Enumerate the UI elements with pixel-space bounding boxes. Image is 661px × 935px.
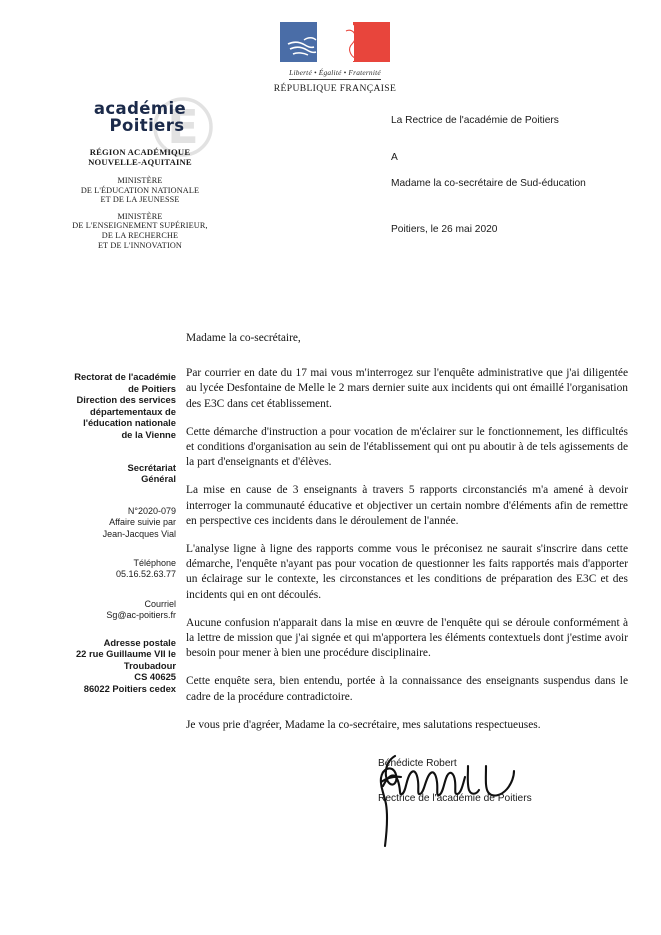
academy-logo-line2: Poitiers bbox=[109, 116, 185, 135]
ministry-enseignement-superieur bbox=[40, 212, 240, 250]
letter-paragraph-2: Cette démarche d'instruction a pour vocation de m'éclairer sur le fonctionnement, les difficultés et conditions d'organisation au sein de l'établissement qui ont pu aboutir à de tels agissements de la part d'enseignants et d'élèves. bbox=[186, 425, 628, 469]
signatory-name: Bénédicte Robert bbox=[378, 758, 457, 769]
phone-value: 05.16.52.63.77 bbox=[115, 569, 176, 580]
sender-title: La Rectrice de l'académie de Poitiers bbox=[391, 115, 559, 126]
address-label: Adresse postale bbox=[103, 636, 176, 648]
region-academique bbox=[40, 147, 240, 167]
svg-text:E: E bbox=[167, 100, 199, 154]
place-and-date: Poitiers, le 26 mai 2020 bbox=[391, 224, 498, 235]
office-line2: de Poitiers bbox=[128, 382, 176, 394]
email-label: Courriel bbox=[144, 598, 176, 609]
email-block bbox=[24, 599, 176, 622]
office-line5: l'éducation nationale bbox=[83, 417, 176, 429]
ministries bbox=[40, 176, 240, 250]
addressee: Madame la co-secrétaire de Sud-éducation bbox=[391, 178, 586, 189]
academy-logo-line1: académie bbox=[93, 99, 187, 118]
republic-name: RÉPUBLIQUE FRANÇAISE bbox=[273, 82, 397, 94]
ministry2-line4: ET DE L'INNOVATION bbox=[98, 240, 182, 250]
letter-paragraph-6: Cette enquête sera, bien entendu, portée à la connaissance des enseignants suspendus dans le cadre de la procédure contradictoire. bbox=[186, 675, 628, 703]
address-line4: 86022 Poitiers cedex bbox=[83, 682, 176, 694]
republic-motto: Liberté • Égalité • Fraternité bbox=[289, 68, 381, 80]
recipient-block bbox=[391, 114, 651, 236]
letter-closing: Je vous prie d'agréer, Madame la co-secrétaire, mes salutations respectueuses. bbox=[186, 718, 541, 731]
letter-body bbox=[186, 331, 628, 733]
address-line3: CS 40625 bbox=[134, 671, 176, 683]
handler-label: Affaire suivie par bbox=[109, 517, 176, 528]
ministry-education bbox=[40, 176, 240, 205]
letter-paragraph-5: Aucune confusion n'apparait dans la mise en œuvre de l'enquête qui se déroule conformément à la lettre de mission que j'ai signée et qui m'apportera les éléments contextuels dont j'estime avoir besoin pour mener à bien une procédure disciplinaire. bbox=[186, 616, 628, 660]
phone-label: Téléphone bbox=[133, 557, 176, 568]
office-line1: Rectorat de l'académie bbox=[74, 371, 176, 382]
handler-name: Jean-Jacques Vial bbox=[102, 528, 176, 539]
office-line6: de la Vienne bbox=[121, 428, 176, 440]
to-label: A bbox=[391, 152, 398, 163]
letter-paragraph-4: L'analyse ligne à ligne des rapports comme vous le préconisez ne saurait s'inscrire dans cette démarche, l'enquête n'ayant pas pour vocation de questionner les faits rapportés mais d'apporter un éclairage sur le contexte, les circonstances et les conditions de préparation des E3C et des incidents qui en ont découlés. bbox=[186, 543, 628, 601]
letter-paragraph-3: La mise en cause de 3 enseignants à travers 5 rapports circonstanciés m'a amené à devoir interroger la communauté éducative et objectiver un certain nombre d'éléments afin de remettre en perspective ces incidents dans le déroulement de l'année. bbox=[186, 484, 628, 527]
french-flag-marianne-icon bbox=[280, 22, 390, 62]
ministry2-line1: MINISTÈRE bbox=[117, 211, 163, 221]
sidebar-contact-block bbox=[24, 371, 176, 695]
ministry2-line2: DE L'ENSEIGNEMENT SUPÉRIEUR, bbox=[72, 221, 208, 231]
office-line4: départementaux de bbox=[90, 405, 176, 417]
reference-block bbox=[24, 506, 176, 540]
address-line2: Troubadour bbox=[123, 659, 176, 671]
ministry1-line1: MINISTÈRE bbox=[117, 176, 163, 185]
phone-block bbox=[24, 558, 176, 581]
letter-salutation: Madame la co-secrétaire, bbox=[186, 332, 301, 344]
service-line1: Secrétariat bbox=[127, 461, 176, 473]
region-line2: NOUVELLE-AQUITAINE bbox=[88, 157, 192, 167]
service-name bbox=[24, 462, 176, 485]
address-line1: 22 rue Guillaume VII le bbox=[75, 648, 176, 660]
region-line1: RÉGION ACADÉMIQUE bbox=[89, 147, 191, 157]
signatory-title: Rectrice de l'académie de Poitiers bbox=[378, 793, 532, 804]
academy-logotype bbox=[40, 100, 240, 134]
academy-header bbox=[40, 100, 240, 250]
reference-number: N°2020-079 bbox=[127, 505, 176, 516]
office-line3: Direction des services bbox=[76, 394, 176, 406]
republique-francaise-logo bbox=[270, 22, 400, 94]
postal-address-block bbox=[24, 637, 176, 695]
ministry2-line3: DE LA RECHERCHE bbox=[101, 230, 179, 240]
signature-block bbox=[355, 742, 635, 852]
service-line2: Général bbox=[141, 473, 176, 485]
email-value: Sg@ac-poitiers.fr bbox=[106, 610, 176, 621]
office-name bbox=[24, 371, 176, 441]
ministry1-line3: ET DE LA JEUNESSE bbox=[100, 195, 180, 205]
letter-paragraph-1: Par courrier en date du 17 mai vous m'interrogez sur l'enquête administrative que j'ai diligentée au lycée Desfontaine de Melle le 2 mars dernier suite aux incidents qui ont émaillé l'organisation des E3C dans cet établissement. bbox=[186, 367, 628, 410]
ministry1-line2: DE L'ÉDUCATION NATIONALE bbox=[80, 185, 200, 195]
